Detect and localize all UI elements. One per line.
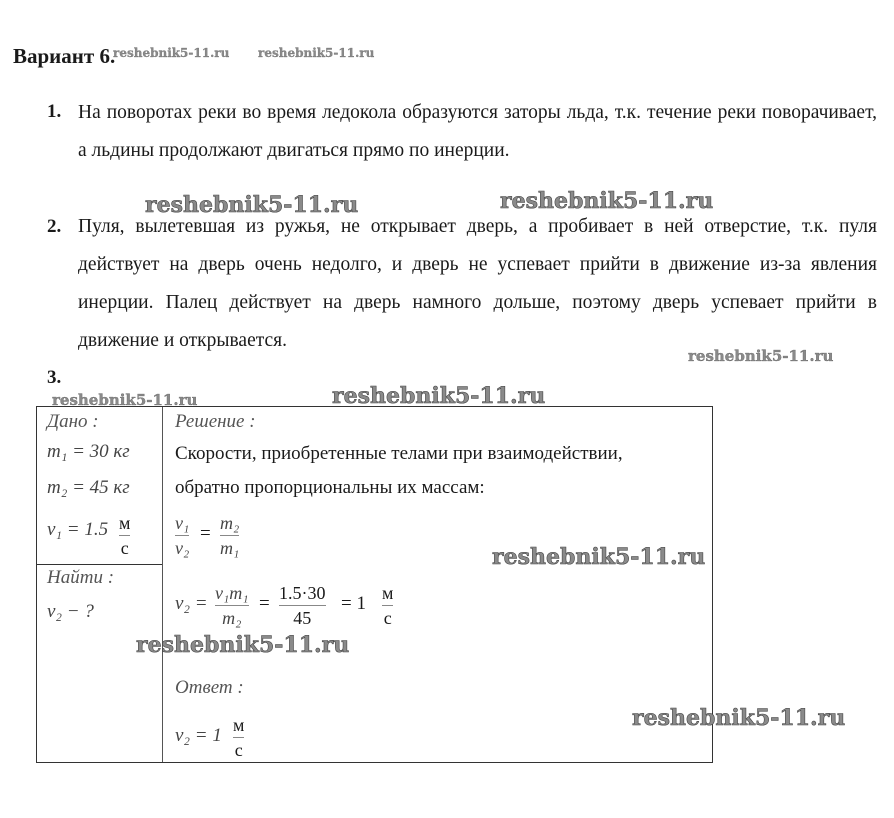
answer-value: v₂ = 1 (175, 725, 222, 746)
calc-result: = 1 (341, 593, 366, 614)
watermark: reshebnik5-11.ru (332, 383, 546, 409)
calc-unit: м с (382, 583, 394, 628)
variant-title: Вариант 6. (13, 44, 116, 68)
solution-table (36, 406, 713, 763)
calc-frac1: v₁m₁ m₂ (215, 583, 249, 628)
watermark: reshebnik5-11.ru (52, 391, 198, 409)
item-text: Пуля, вылетевшая из ружья, не открывает дверь, а пробивает в ней отверстие, т.к. пуля действует на дверь очень недолго, и дверь не успевает прийти в движение из-за явления инерции. Палец действует на дверь намного дольше, поэтому дверь успевает прийти в движение и открывается. (78, 216, 877, 351)
given-m2: m₂ = 45 кг (47, 477, 130, 498)
watermark: reshebnik5-11.ru (136, 632, 350, 658)
calc-frac2: 1.5·30 45 (279, 583, 326, 628)
watermark: reshebnik5-11.ru (258, 46, 375, 60)
solution-label: Решение : (175, 411, 256, 432)
answer-label: Ответ : (175, 677, 244, 698)
watermark: reshebnik5-11.ru (688, 347, 834, 365)
answer-unit: м с (233, 715, 245, 760)
given-m1: m₁ = 30 кг (47, 441, 130, 462)
given-label: Дано : (47, 411, 99, 432)
watermark: reshebnik5-11.ru (145, 192, 359, 218)
item-text: На поворотах реки во время ледокола образуются заторы льда, т.к. течение реки поворачивает, а льдины продолжают двигаться прямо по инерции. (78, 102, 877, 161)
watermark: reshebnik5-11.ru (113, 46, 230, 60)
watermark: reshebnik5-11.ru (492, 544, 706, 570)
watermark: reshebnik5-11.ru (500, 188, 714, 214)
find-value: v₂ − ? (47, 601, 94, 622)
unit-num: м (119, 513, 131, 533)
unit-fraction (119, 511, 130, 560)
item-number: 1. (47, 101, 62, 122)
ratio-left: v₁ v₂ (175, 513, 190, 558)
item-number: 3. (47, 367, 62, 388)
equals: = (200, 523, 211, 544)
ratio-right: m₂ m₁ (220, 513, 240, 558)
calc-lhs: v₂ = (175, 593, 208, 614)
given-v1: v₁ = 1.5 (47, 519, 109, 540)
solution-line: Скорости, приобретенные телами при взаимодействии, (175, 443, 623, 464)
item-number: 2. (47, 216, 62, 237)
unit-den: с (120, 538, 129, 558)
table-divider (37, 564, 162, 565)
solution-line: обратно пропорциональны их массам: (175, 477, 485, 498)
equals: = (259, 593, 270, 614)
find-label: Найти : (47, 567, 115, 588)
watermark: reshebnik5-11.ru (632, 705, 846, 731)
